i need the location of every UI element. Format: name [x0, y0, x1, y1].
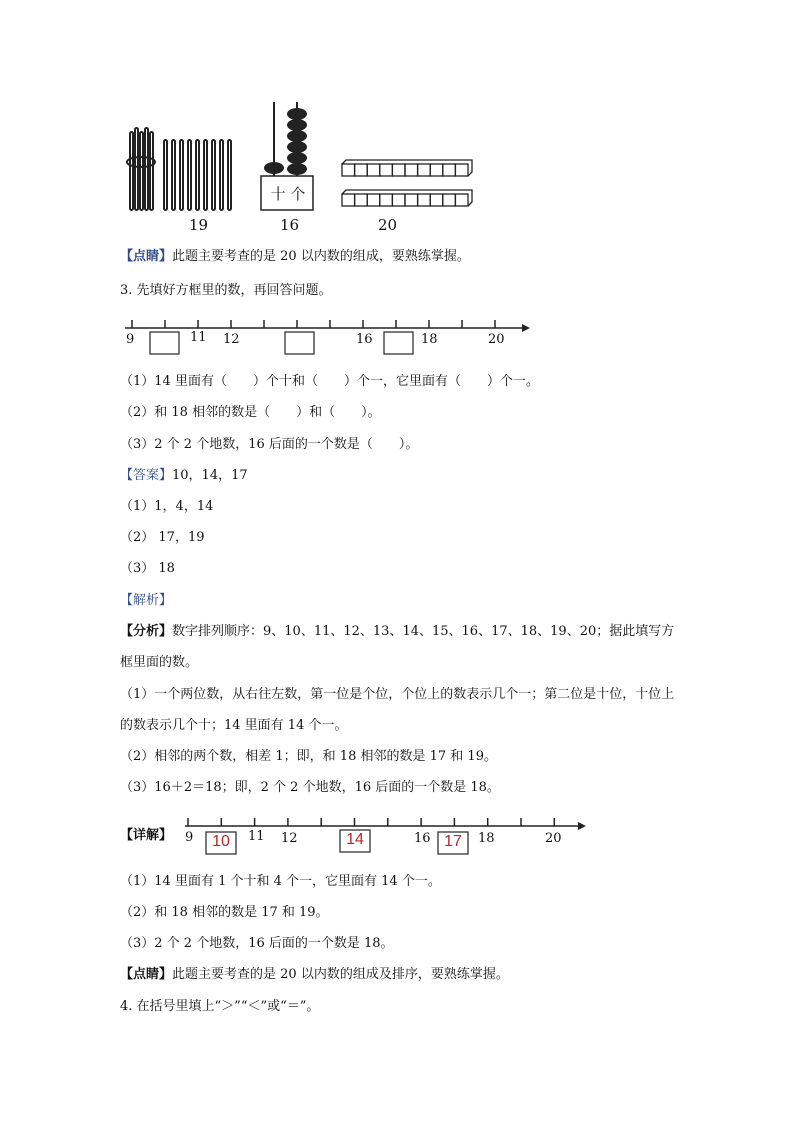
unit-cube	[418, 164, 431, 176]
unit-cube	[367, 194, 380, 206]
unit-cube	[342, 164, 355, 176]
stick-bundle	[127, 128, 155, 210]
tip2-text: 此题主要考查的是 20 以内数的组成及排序，要熟练掌握。	[172, 967, 509, 982]
abacus-label: 十 个	[270, 185, 306, 203]
nl1-label-12: 12	[223, 332, 240, 347]
unit-cube	[355, 194, 368, 206]
nl2-label-20: 20	[545, 831, 562, 846]
fig-label-19: 19	[189, 216, 209, 234]
cube-row-edge	[342, 190, 472, 206]
answer-box-10: 10	[212, 833, 230, 850]
cube-row-edge	[342, 160, 472, 176]
unit-cube	[405, 194, 418, 206]
detail-item-3: （3）2 个 2 个地数，16 后面的一个数是 18。	[120, 936, 394, 951]
nl2-label-11: 11	[248, 829, 265, 844]
answer-box-14: 14	[346, 831, 364, 848]
answer	[120, 467, 248, 485]
top-figure	[120, 98, 490, 233]
unit-cube	[455, 194, 468, 206]
unit-cube	[380, 164, 393, 176]
analysis-p1: （1）一个两位数，从右往左数，第一位是个位，个位上的数表示几个一；第二位是十位，十位上的数表示几个十；14 里面有 14 个一。	[120, 687, 675, 733]
unit-cube	[443, 164, 456, 176]
q3-sub-1: （1）14 里面有（ ）个十和（ ）个一，它里面有（ ）个一。	[120, 374, 539, 389]
analysis-fenxi	[120, 616, 680, 678]
nl1-label-16: 16	[356, 332, 373, 347]
q4-title: 4. 在括号里填上“＞”“＜”或“＝”。	[120, 999, 320, 1014]
detail-tag: 【详解】	[120, 828, 173, 843]
unit-cube	[367, 164, 380, 176]
unit-cube	[430, 164, 443, 176]
fig-label-16: 16	[280, 216, 300, 234]
nl2-label-18: 18	[478, 831, 495, 846]
nl2-label-9: 9	[185, 830, 194, 845]
q3-title: 3. 先填好方框里的数，再回答问题。	[120, 283, 332, 298]
tip-tag: 【点睛】	[120, 249, 173, 264]
fenxi-text: 数字排列顺序：9、10、11、12、13、14、15、16、17、18、19、20；据此填写方框里面的数。	[120, 624, 675, 670]
analysis-p2: （2）相邻的两个数，相差 1；即，和 18 相邻的数是 17 和 19。	[120, 749, 497, 764]
unit-cube	[355, 164, 368, 176]
q3-sub-2: （2）和 18 相邻的数是（ ）和（ ）。	[120, 405, 381, 420]
fenxi-tag: 【分析】	[120, 624, 173, 639]
tip-2	[120, 966, 509, 984]
answer-box-17: 17	[444, 833, 462, 850]
detail-item-2: （2）和 18 相邻的数是 17 和 19。	[120, 905, 329, 920]
unit-cube	[455, 164, 468, 176]
unit-cube	[443, 194, 456, 206]
nl1-label-11: 11	[190, 330, 207, 345]
nl2-label-16: 16	[414, 831, 431, 846]
detail-item-1: （1）14 里面有 1 个十和 4 个一，它里面有 14 个一。	[120, 874, 441, 889]
unit-cube	[380, 194, 393, 206]
q3-sub-3: （3）2 个 2 个地数，16 后面的一个数是（ ）。	[120, 437, 419, 452]
tip-text: 此题主要考查的是 20 以内数的组成，要熟练掌握。	[172, 249, 470, 264]
nl2-label-12: 12	[281, 831, 298, 846]
answer-text: 10，14，17	[172, 468, 248, 483]
nl1-label-20: 20	[488, 332, 505, 347]
tip2-tag: 【点睛】	[120, 967, 173, 982]
unit-cube	[430, 194, 443, 206]
number-line-question	[120, 312, 540, 362]
analysis-p3: （3）16＋2＝18；即，2 个 2 个地数，16 后面的一个数是 18。	[120, 780, 500, 795]
answer-item-2: （2） 17，19	[120, 530, 205, 545]
nl1-label-18: 18	[421, 332, 438, 347]
answer-item-1: （1）1，4，14	[120, 499, 214, 514]
number-line-answer	[180, 813, 600, 863]
loose-sticks	[164, 140, 231, 210]
unit-cube	[418, 194, 431, 206]
analysis-tag: 【解析】	[120, 593, 173, 608]
cube-rows	[342, 160, 472, 206]
fig-label-20: 20	[378, 216, 398, 234]
tip-1	[120, 248, 470, 266]
unit-cube	[392, 164, 405, 176]
unit-cube	[392, 194, 405, 206]
answer-tag: 【答案】	[120, 468, 173, 483]
answer-item-3: （3） 18	[120, 561, 175, 576]
nl1-label-9: 9	[126, 332, 135, 347]
unit-cube	[342, 194, 355, 206]
unit-cube	[405, 164, 418, 176]
